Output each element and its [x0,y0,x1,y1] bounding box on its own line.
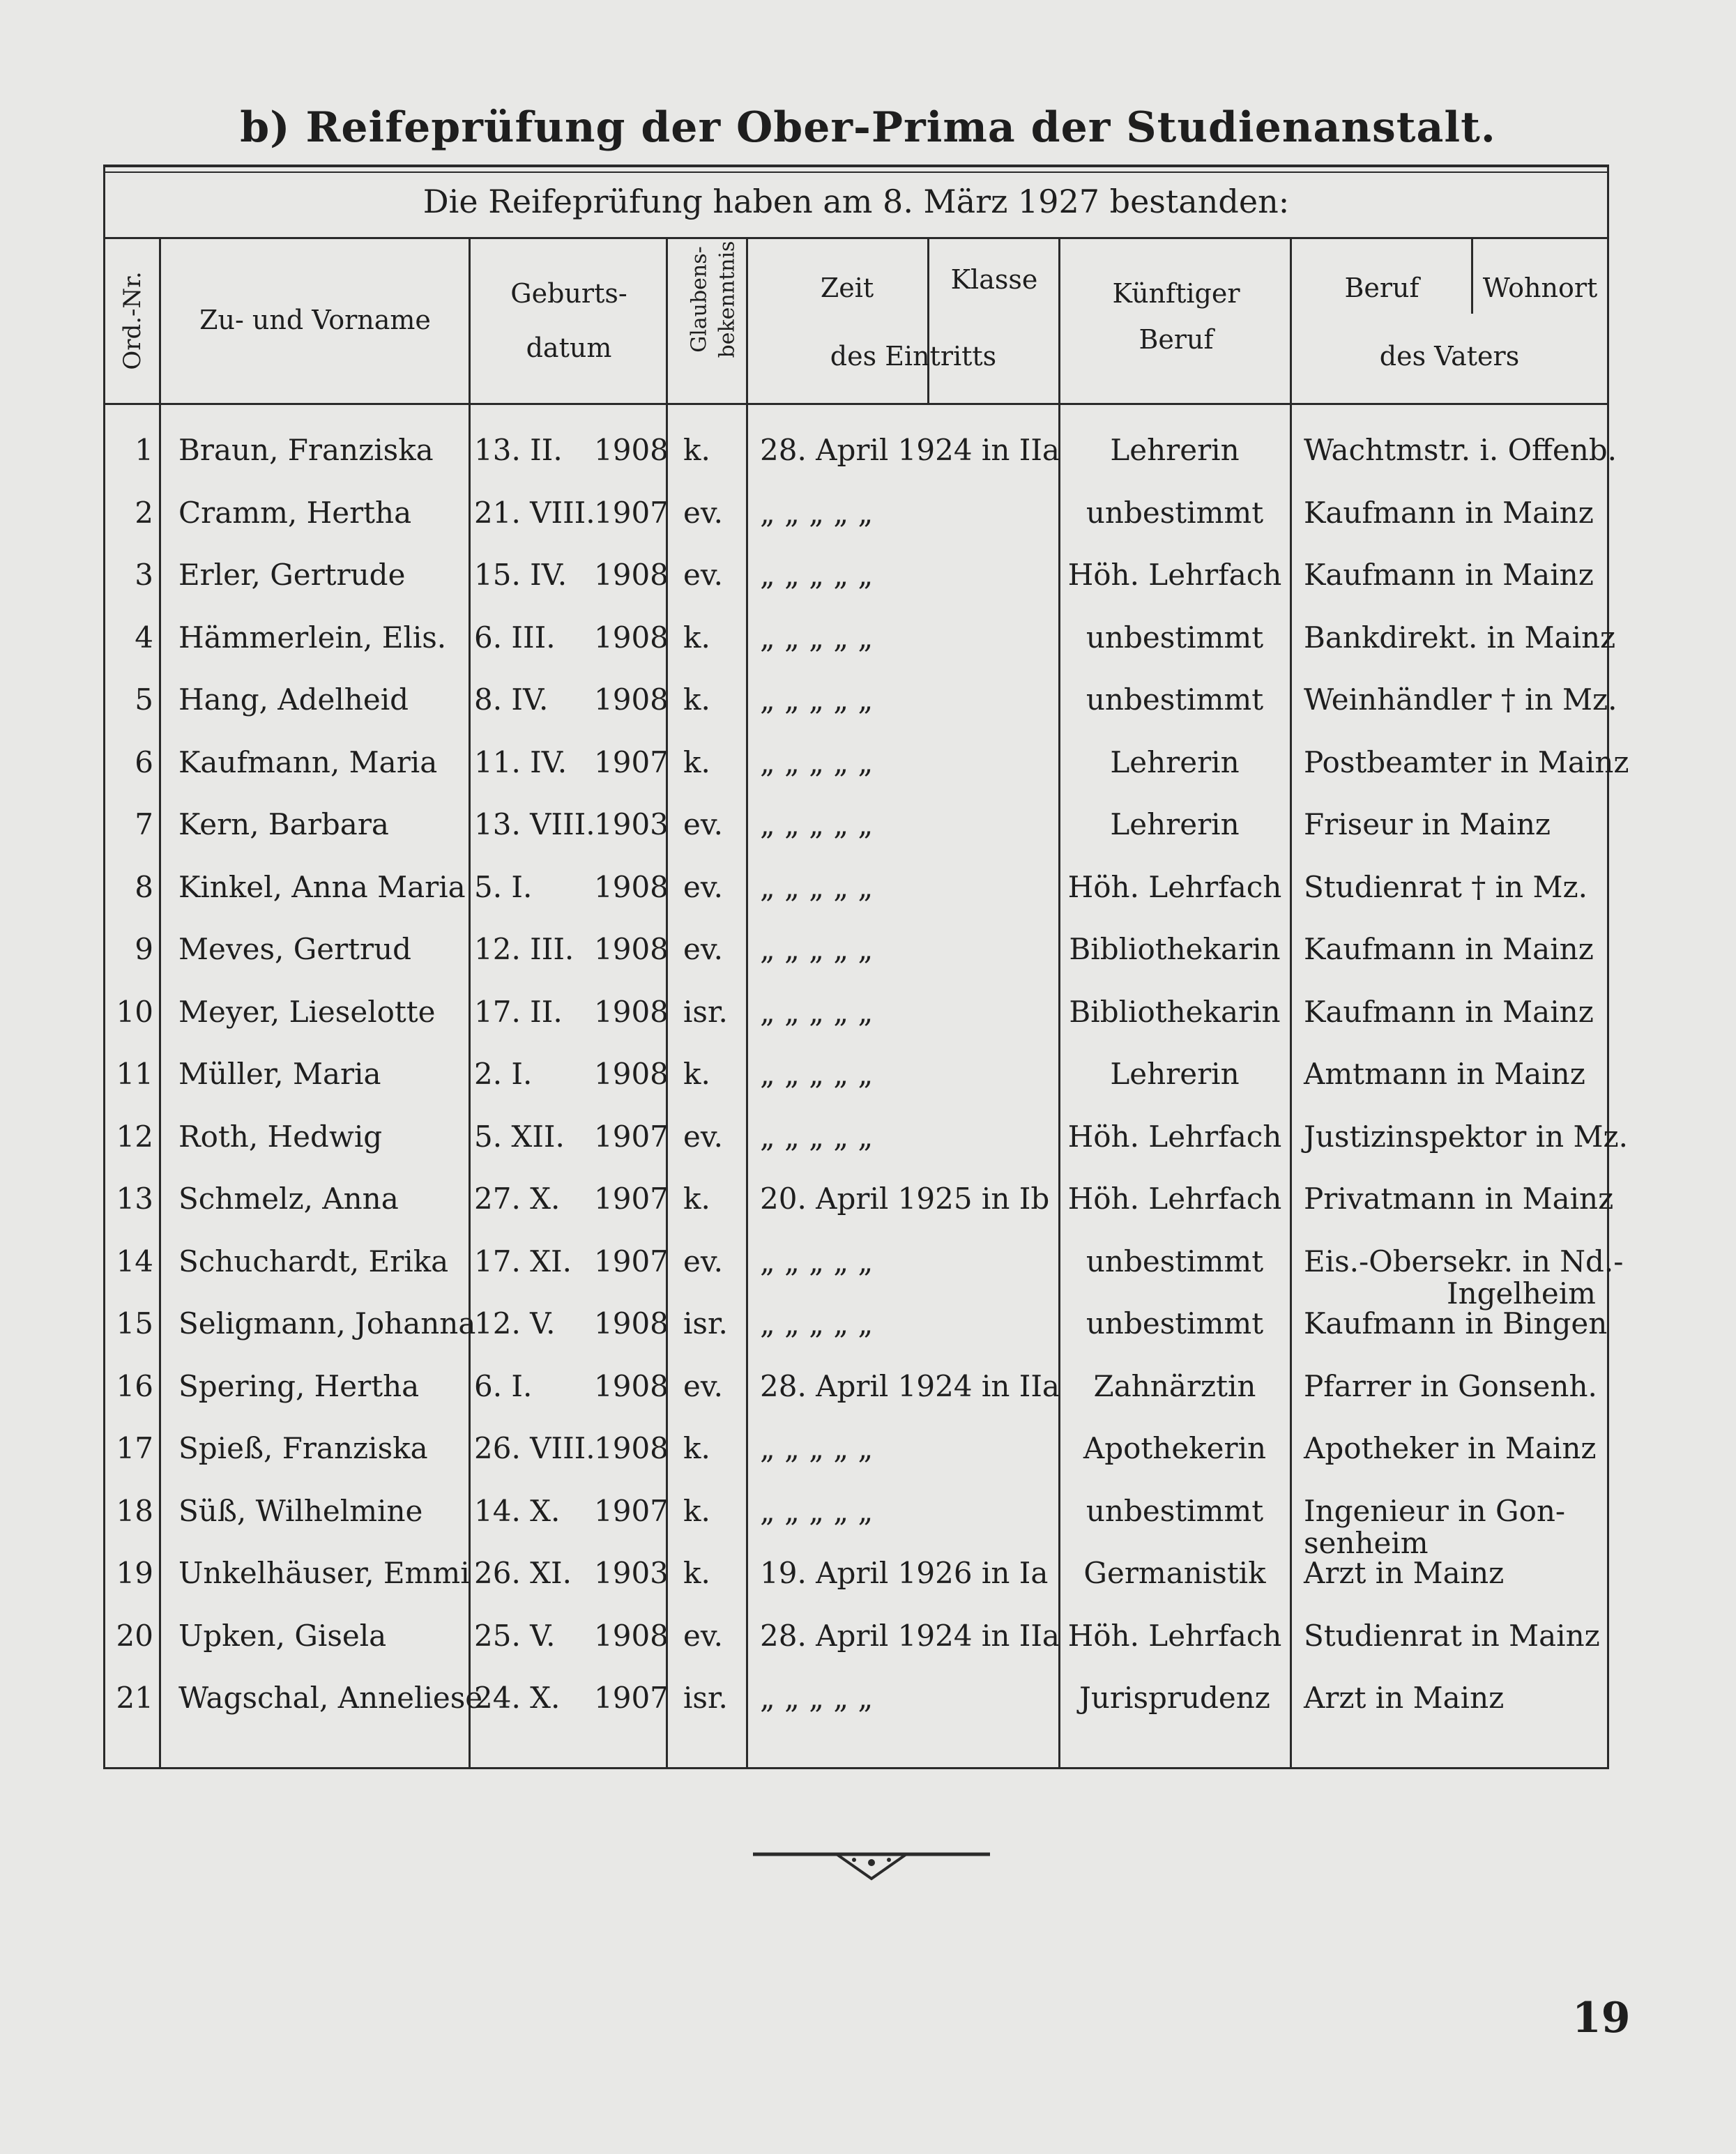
birth-year: 1908 [594,682,669,717]
student-name: Braun, Franziska [178,433,434,467]
future-profession: Lehrerin [1110,744,1240,779]
confession: ev. [683,1244,723,1278]
student-name: Kinkel, Anna Maria [178,869,466,904]
confession: ev. [683,558,723,592]
header-beruf: Beruf [1344,273,1419,303]
header-rule [103,403,1609,405]
confession: ev. [683,807,723,841]
student-name: Spering, Hertha [178,1368,420,1403]
entry-date: „ „ „ „ „ [760,994,874,1029]
birth-year: 1907 [594,1182,669,1216]
future-profession: unbestimmt [1086,495,1264,530]
entry-date: „ „ „ „ „ [760,744,874,779]
entry-date: „ „ „ „ „ [760,682,874,717]
birth-year: 1903 [594,807,669,841]
confession: ev. [683,1368,723,1403]
entry-date: „ „ „ „ „ [760,869,874,904]
student-name: Hang, Adelheid [178,682,409,717]
entry-date: „ „ „ „ „ [760,1681,874,1715]
confession: k. [683,620,710,655]
future-profession: Höh. Lehrfach [1067,1182,1282,1216]
birth-date: 15. IV. [474,558,568,592]
table-bottom-rule [103,1767,1609,1769]
confession: k. [683,1493,710,1528]
father-info: Kaufmann in Mainz [1304,495,1594,530]
student-name: Roth, Hedwig [178,1119,383,1154]
confession: k. [683,1057,710,1091]
confession: k. [683,682,710,717]
birth-year: 1908 [594,433,669,467]
birth-date: 13. VIII. [474,807,595,841]
student-name: Kaufmann, Maria [178,744,438,779]
future-profession: unbestimmt [1086,620,1264,655]
future-profession: Lehrerin [1110,433,1240,467]
confession: isr. [683,1306,728,1340]
birth-year: 1903 [594,1556,669,1590]
table-row [0,807,1736,873]
confession: k. [683,433,710,467]
confession: k. [683,1431,710,1465]
entry-date: „ „ „ „ „ [760,1493,874,1528]
row-number: 6 [135,744,153,779]
future-profession: unbestimmt [1086,682,1264,717]
future-profession: Germanistik [1083,1556,1266,1590]
birth-date: 11. IV. [474,744,568,779]
future-profession: unbestimmt [1086,1306,1264,1340]
header-name: Zu- und Vorname [199,305,431,335]
row-number: 20 [116,1618,153,1653]
table-row [0,1057,1736,1122]
birth-year: 1908 [594,558,669,592]
row-number: 11 [116,1057,153,1091]
table-row [0,1683,1736,1746]
table-row [0,1556,1736,1621]
student-name: Unkelhäuser, Emmi [178,1556,470,1590]
birth-date: 25. V. [474,1618,556,1653]
entry-date: 28. April 1924 in IIa [760,1368,1060,1403]
father-info: Postbeamter in Mainz [1304,744,1629,779]
birth-date: 5. I. [474,869,533,904]
entry-date: „ „ „ „ „ [760,1244,874,1278]
caption-rule [103,237,1609,239]
row-number: 12 [116,1119,153,1154]
father-info: Kaufmann in Mainz [1304,558,1594,592]
birth-year: 1907 [594,1244,669,1278]
father-info: Pfarrer in Gonsenh. [1304,1368,1597,1403]
row-number: 21 [116,1681,153,1715]
row-number: 9 [135,932,153,966]
future-profession: Bibliothekarin [1069,932,1281,966]
entry-date: „ „ „ „ „ [760,1119,874,1154]
confession: ev. [683,1618,723,1653]
birth-date: 13. II. [474,433,563,467]
table-row [0,1306,1736,1372]
birth-year: 1908 [594,1618,669,1653]
birth-year: 1907 [594,495,669,530]
table-row [0,495,1736,561]
future-profession: Lehrerin [1110,1057,1240,1091]
row-number: 10 [116,994,153,1029]
confession: ev. [683,1119,723,1154]
birth-date: 26. VIII. [474,1431,595,1465]
father-info-continuation: senheim [1304,1525,1429,1560]
entry-date: „ „ „ „ „ [760,1431,874,1465]
table-top-rule [103,165,1609,167]
row-number: 14 [116,1244,153,1278]
row-number: 19 [116,1556,153,1590]
father-info: Studienrat † in Mz. [1304,869,1587,904]
birth-date: 17. II. [474,994,563,1029]
birth-date: 8. IV. [474,682,549,717]
student-name: Müller, Maria [178,1057,381,1091]
table-row [0,620,1736,686]
birth-year: 1907 [594,1119,669,1154]
header-zeit: Zeit [820,273,874,303]
birth-date: 14. X. [474,1493,561,1528]
row-number: 15 [116,1306,153,1340]
entry-date: „ „ „ „ „ [760,495,874,530]
father-info: Studienrat in Mainz [1304,1618,1600,1653]
header-wohnort: Wohnort [1482,273,1598,303]
future-profession: unbestimmt [1086,1244,1264,1278]
father-info: Justizinspektor in Mz. [1304,1119,1629,1154]
entry-date: 19. April 1926 in Ia [760,1556,1049,1590]
header-ord-nr: Ord.-Nr. [119,271,146,370]
father-info: Kaufmann in Mainz [1304,932,1594,966]
father-info: Friseur in Mainz [1304,807,1551,841]
section-heading: b) Reifeprüfung der Ober-Prima der Studienanstalt. [240,103,1496,152]
header-datum: datum [526,333,612,363]
birth-date: 5. XII. [474,1119,565,1154]
father-info: Kaufmann in Bingen [1304,1306,1608,1340]
confession: ev. [683,932,723,966]
birth-date: 26. XI. [474,1556,572,1590]
confession: k. [683,1182,710,1216]
birth-date: 12. V. [474,1306,556,1340]
table-caption: Die Reifeprüfung haben am 8. März 1927 bestanden: [422,183,1290,220]
student-name: Schuchardt, Erika [178,1244,449,1278]
table-row [0,932,1736,998]
future-profession: Höh. Lehrfach [1067,869,1282,904]
row-number: 18 [116,1493,153,1528]
entry-date: „ „ „ „ „ [760,932,874,966]
header-glaubens: Glaubens- [687,246,712,353]
student-name: Cramm, Hertha [178,495,412,530]
table-row [0,994,1736,1060]
birth-year: 1908 [594,1057,669,1091]
student-name: Upken, Gisela [178,1618,387,1653]
confession: ev. [683,869,723,904]
future-profession: Höh. Lehrfach [1067,558,1282,592]
birth-year: 1908 [594,994,669,1029]
father-info: Wachtmstr. i. Offenb. [1304,433,1617,467]
confession: k. [683,744,710,779]
birth-year: 1908 [594,869,669,904]
row-number: 13 [116,1182,153,1216]
table-row [0,869,1736,935]
student-name: Erler, Gertrude [178,558,406,592]
entry-date: 28. April 1924 in IIa [760,1618,1060,1653]
student-name: Meves, Gertrud [178,932,412,966]
father-info: Kaufmann in Mainz [1304,994,1594,1029]
confession: isr. [683,994,728,1029]
entry-date: „ „ „ „ „ [760,620,874,655]
confession: ev. [683,495,723,530]
birth-date: 6. I. [474,1368,533,1403]
entry-date: „ „ „ „ „ [760,558,874,592]
father-info: Privatmann in Mainz [1304,1182,1614,1216]
birth-date: 12. III. [474,932,574,966]
future-profession: Höh. Lehrfach [1067,1119,1282,1154]
father-info-continuation: Ingelheim [1447,1276,1596,1311]
father-info: Amtmann in Mainz [1304,1057,1585,1091]
father-info: Arzt in Mainz [1304,1556,1505,1590]
row-number: 4 [135,620,153,655]
header-bekenntnis: bekenntnis [715,240,740,358]
future-profession: Lehrerin [1110,807,1240,841]
birth-year: 1908 [594,1368,669,1403]
row-number: 2 [135,495,153,530]
birth-date: 6. III. [474,620,556,655]
birth-date: 2. I. [474,1057,533,1091]
student-name: Spieß, Franziska [178,1431,428,1465]
row-number: 3 [135,558,153,592]
column-divider [927,237,929,404]
birth-year: 1908 [594,932,669,966]
table-row [0,682,1736,748]
row-number: 17 [116,1431,153,1465]
future-profession: unbestimmt [1086,1493,1264,1528]
birth-date: 21. VIII. [474,495,595,530]
table-row [0,433,1736,498]
header-klasse: Klasse [950,264,1038,295]
table-row [0,1244,1736,1311]
future-profession: Bibliothekarin [1069,994,1281,1029]
birth-year: 1908 [594,620,669,655]
father-info: Arzt in Mainz [1304,1681,1505,1715]
entry-date: 20. April 1925 in Ib [760,1182,1050,1216]
birth-year: 1907 [594,1681,669,1715]
row-number: 5 [135,682,153,717]
birth-date: 17. XI. [474,1244,572,1278]
birth-year: 1907 [594,1493,669,1528]
table-top-rule-thin [103,171,1609,173]
student-name: Kern, Barbara [178,807,389,841]
student-name: Hämmerlein, Elis. [178,620,447,655]
father-info: Eis.-Obersekr. in Nd.- [1304,1244,1624,1278]
table-row [0,560,1736,623]
confession: isr. [683,1681,728,1715]
birth-date: 27. X. [474,1182,561,1216]
birth-date: 24. X. [474,1681,561,1715]
student-name: Meyer, Lieselotte [178,994,436,1029]
father-info: Apotheker in Mainz [1304,1431,1597,1465]
header-geburts: Geburts- [510,278,627,309]
student-name: Seligmann, Johanna [178,1306,476,1340]
table-row [0,1368,1736,1435]
ornament-icon [753,1847,990,1889]
row-number: 1 [135,433,153,467]
column-divider [1471,237,1473,314]
table-row [0,1119,1736,1185]
header-des-vaters: des Vaters [1379,341,1520,372]
header-kuenftiger: Künftiger [1112,278,1240,309]
student-name: Schmelz, Anna [178,1182,399,1216]
student-name: Wagschal, Anneliese [178,1681,483,1715]
future-profession: Apothekerin [1083,1431,1267,1465]
birth-year: 1908 [594,1306,669,1340]
table-row [0,1431,1736,1497]
father-info: Bankdirekt. in Mainz [1304,620,1616,655]
table-row [0,744,1736,811]
father-info: Weinhändler † in Mz. [1304,682,1617,717]
table-row [0,1493,1736,1560]
birth-year: 1908 [594,1431,669,1465]
future-profession: Jurisprudenz [1079,1681,1270,1715]
row-number: 8 [135,869,153,904]
header-des-eintritts: des Eintritts [830,341,997,372]
row-number: 7 [135,807,153,841]
birth-year: 1907 [594,744,669,779]
entry-date: „ „ „ „ „ [760,1306,874,1340]
page-number: 19 [1572,1994,1631,2042]
table-row [0,1184,1736,1247]
row-number: 16 [116,1368,153,1403]
header-beruf-kuenftig: Beruf [1139,324,1214,355]
entry-date: „ „ „ „ „ [760,1057,874,1091]
future-profession: Höh. Lehrfach [1067,1618,1282,1653]
entry-date: „ „ „ „ „ [760,807,874,841]
future-profession: Zahnärztin [1093,1368,1256,1403]
father-info: Ingenieur in Gon- [1304,1493,1566,1528]
table-row [0,1618,1736,1684]
confession: k. [683,1556,710,1590]
student-name: Süß, Wilhelmine [178,1493,423,1528]
entry-date: 28. April 1924 in IIa [760,433,1060,467]
